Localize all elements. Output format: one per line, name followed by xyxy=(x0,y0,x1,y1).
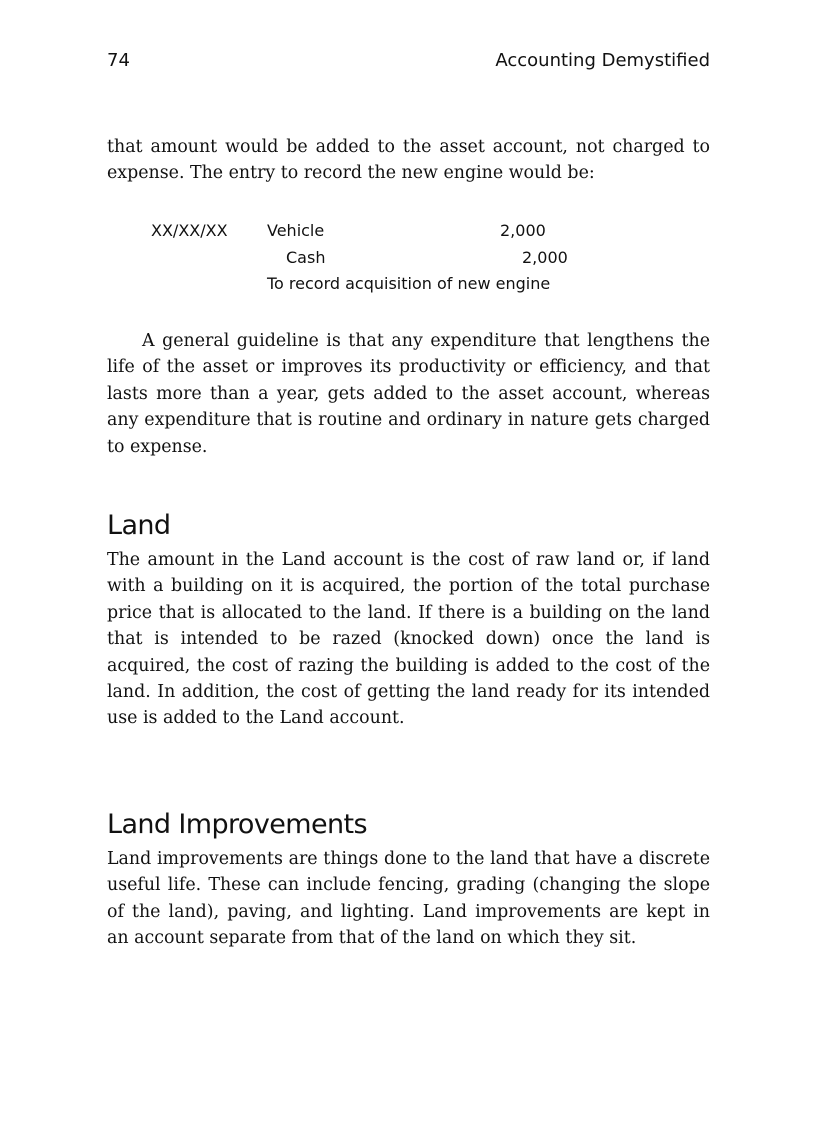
page-number: 74 xyxy=(107,50,130,71)
running-head xyxy=(107,48,710,74)
journal-credit-amount: 2,000 xyxy=(522,247,568,267)
intro-paragraph: that amount would be added to the asset account, not charged to expense. The entry to record the new engine would be: xyxy=(107,137,710,184)
journal-entry xyxy=(151,218,651,298)
section-body-land: The amount in the Land account is the cost of raw land or, if land with a building on it is acquired, the portion of the total purchase price that is allocated to the land. If there is a building on the land that is intended to be razed (knocked down) once the land is acquired, the cost of razing the building is added to the cost of the land. In addition, the cost of getting the land ready for its intended use is added to the Land account. xyxy=(107,550,710,729)
section-heading-land-improvements: Land Improvements xyxy=(107,809,367,840)
section-body-land-improvements: Land improvements are things done to the land that have a discrete useful life. These can include fencing, grading (changing the slope of the land), paving, and lighting. Land improvements are kept in an account separate from that of the land on which they sit. xyxy=(107,849,710,949)
journal-debit-amount: 2,000 xyxy=(500,221,546,240)
journal-date: XX/XX/XX xyxy=(151,221,228,240)
book-page xyxy=(107,0,710,1123)
section-heading-land: Land xyxy=(107,510,171,541)
book-title: Accounting Demystified xyxy=(495,50,710,71)
journal-debit-account: Vehicle xyxy=(267,221,325,240)
guideline-paragraph: A general guideline is that any expenditure that lengthens the life of the asset or improves its productivity or efficiency, and that lasts more than a year, gets added to the asset account, whereas any expenditure that is routine and ordinary in nature gets charged to expense. xyxy=(107,331,710,457)
journal-memo: To record acquisition of new engine xyxy=(267,274,551,293)
journal-credit-account: Cash xyxy=(286,247,326,267)
